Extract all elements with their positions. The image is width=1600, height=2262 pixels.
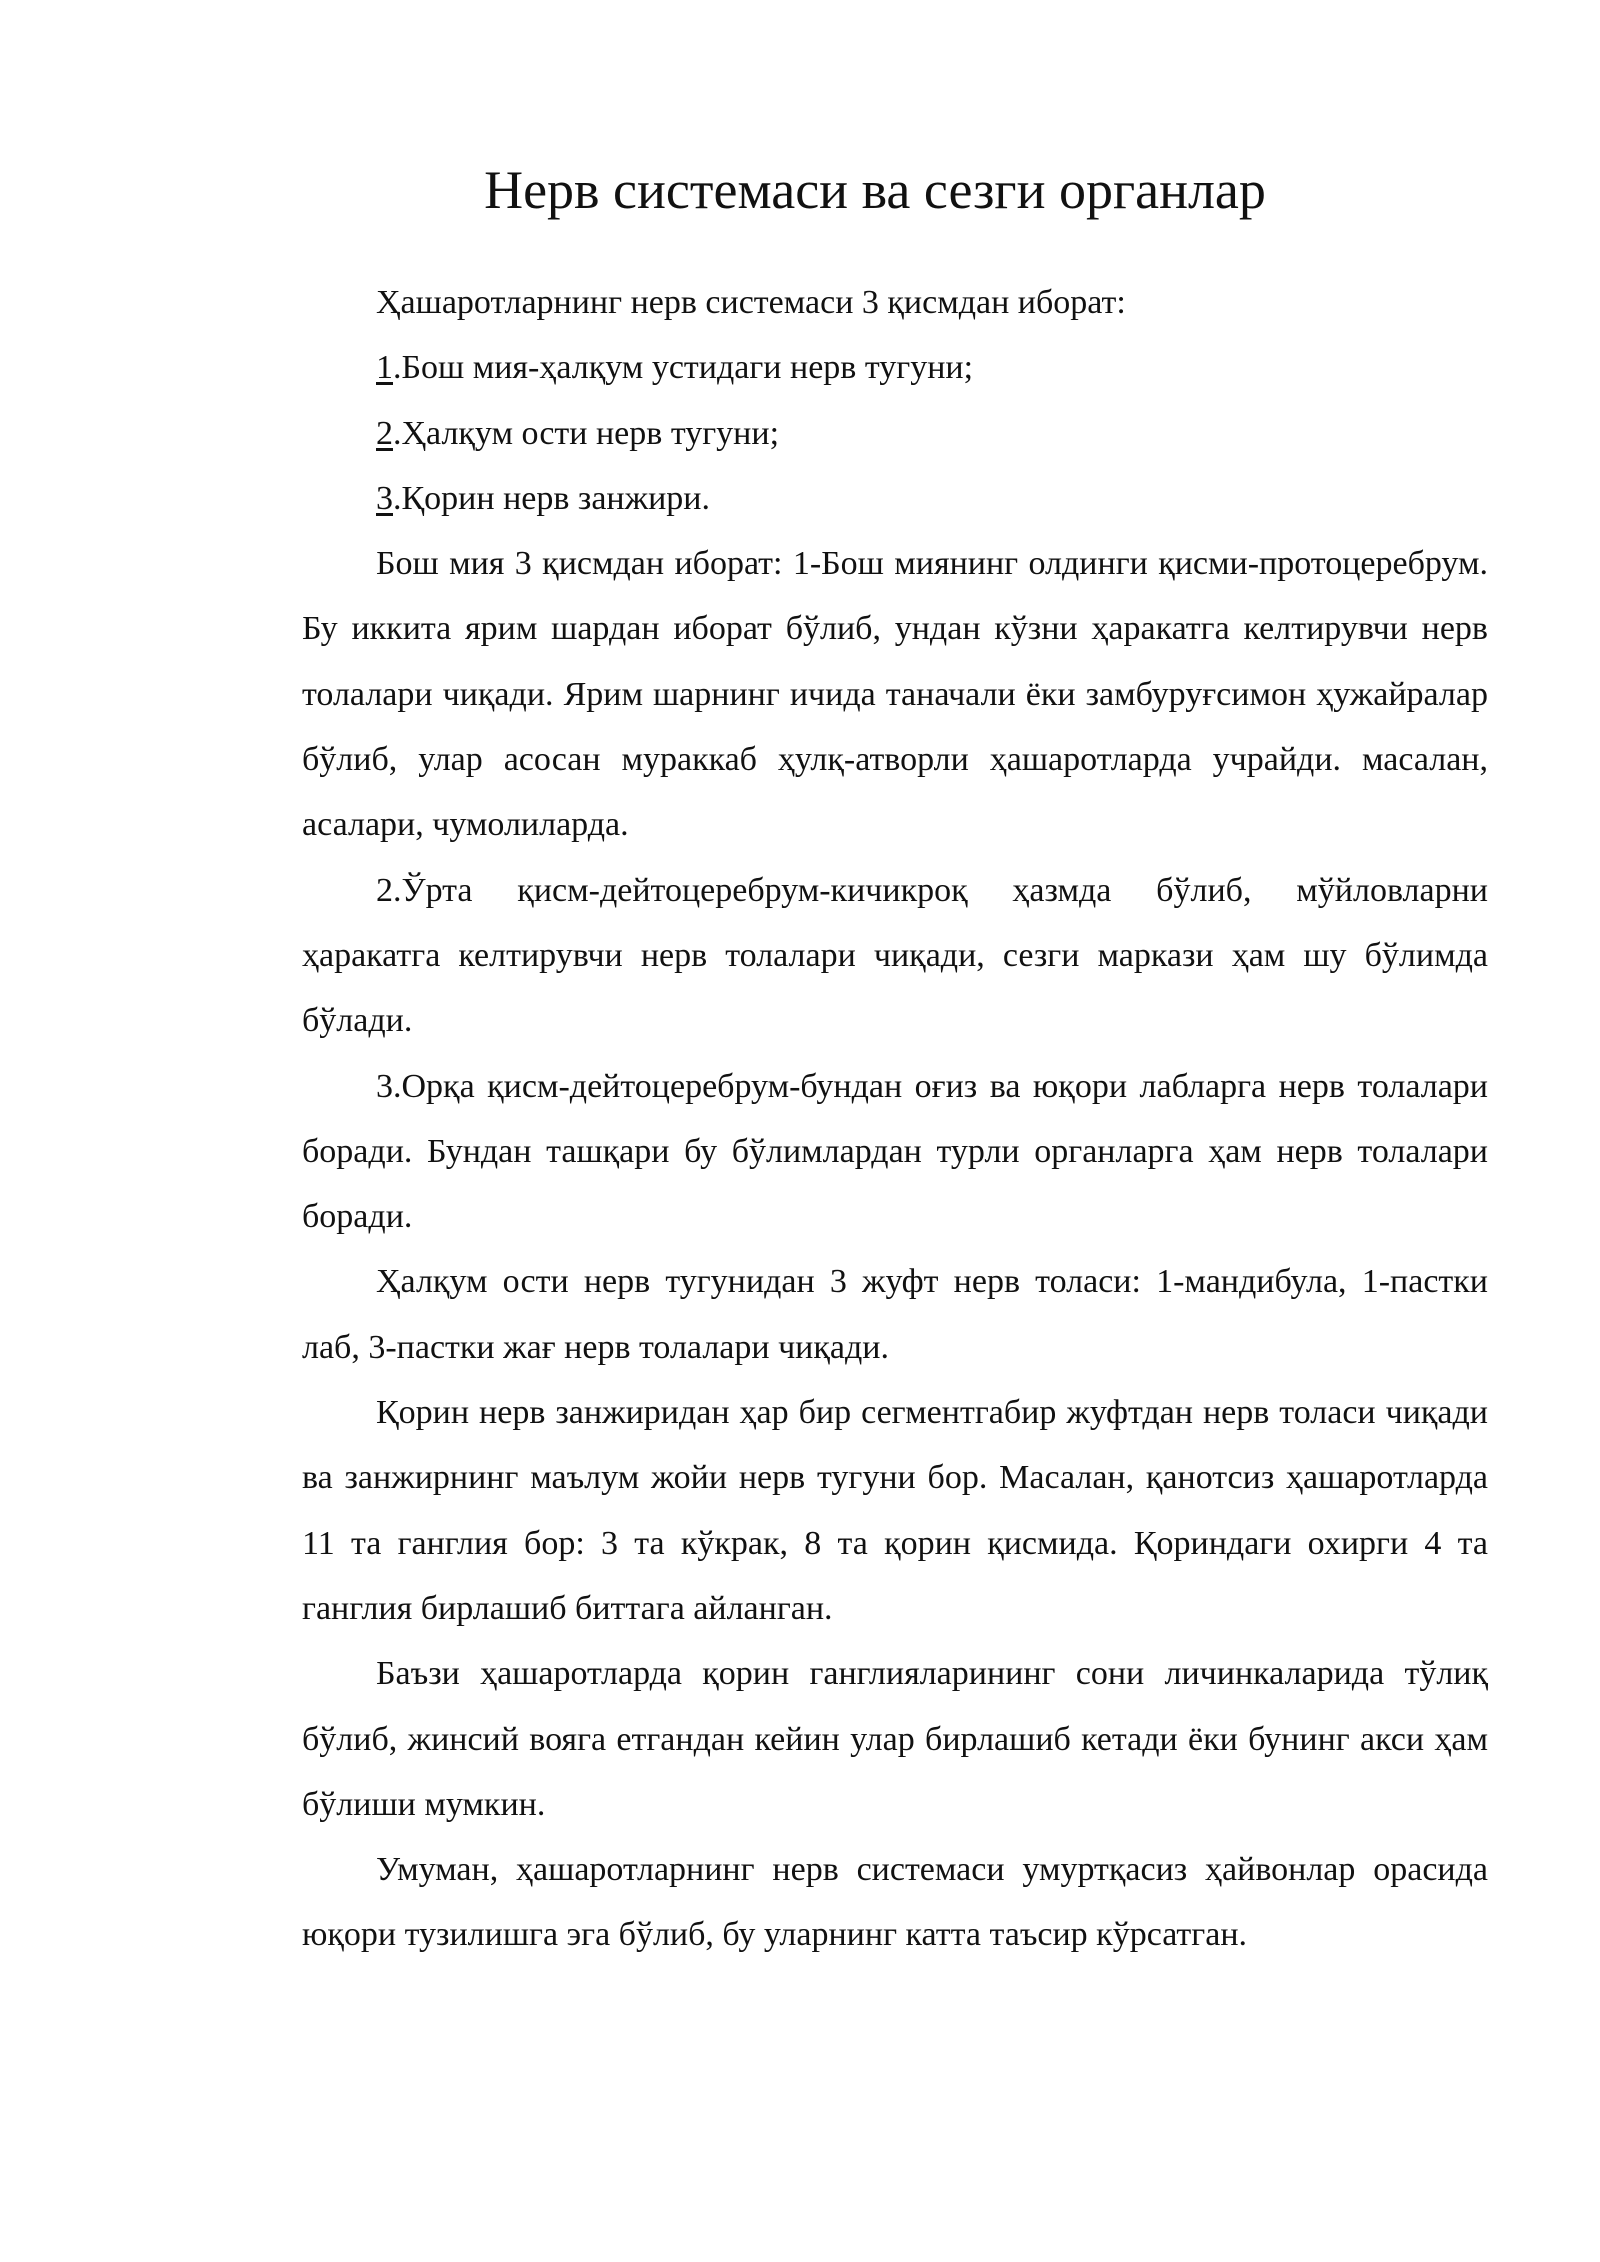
intro-paragraph: Ҳашаротларнинг нерв системаси 3 қисмдан иборат: — [376, 284, 1126, 321]
paragraph-ganglia-fusion: Баъзи ҳашаротларда қорин ганглияларининг сони личинкаларида тўлиқ бўлиб, жинсий вояга етгандан кейин улар бирлашиб кетади ёки бунинг акси ҳам бўлиши мумкин. — [302, 1655, 1488, 1823]
list-item — [302, 335, 1488, 400]
list-item-number: 1 — [376, 349, 393, 387]
list-item-number: 2 — [376, 414, 393, 452]
document-body — [302, 270, 1488, 1968]
paragraph-deutocerebrum: 2.Ўрта қисм-дейтоцеребрум-кичикроқ ҳазмда бўлиб, мўйловларни ҳаракатга келтирувчи нерв толалари чиқади, сезги маркази ҳам шу бўлимда бўлади. — [302, 871, 1488, 1040]
list-item-number: 3 — [376, 479, 393, 517]
paragraph-tritocerebrum: 3.Орқа қисм-дейтоцеребрум-бундан оғиз ва юқори лабларга нерв толалари боради. Бундан ташқари бу бўлимлардан турли органларга ҳам нерв толалари боради. — [302, 1067, 1488, 1236]
list-item-text: .Қорин нерв занжири. — [393, 479, 711, 517]
list-item-text: .Ҳалқум ости нерв тугуни; — [393, 414, 780, 452]
page-title: Нерв системаси ва сезги органлар — [484, 160, 1266, 220]
paragraph-conclusion: Умуман, ҳашаротларнинг нерв системаси умуртқасиз ҳайвонлар орасида юқори тузилишга эга бўлиб, бу уларнинг катта таъсир кўрсатган. — [302, 1851, 1488, 1954]
paragraph-subesophageal-ganglion: Ҳалқум ости нерв тугунидан 3 жуфт нерв толаси: 1-мандибула, 1-пастки лаб, 3-пастки жағ нерв толалари чиқади. — [302, 1263, 1488, 1366]
list-item-text: .Бош мия-ҳалқум устидаги нерв тугуни; — [393, 349, 974, 387]
paragraph-ventral-nerve-cord: Қорин нерв занжиридан ҳар бир сегментгабир жуфтдан нерв толаси чиқади ва занжирнинг маълум жойи нерв тугуни бор. Масалан, қанотсиз ҳашаротларда 11 та ганглия бор: 3 та кўкрак, 8 та қорин қисмида. Қориндаги охирги 4 та ганглия бирлашиб биттага айланган. — [302, 1394, 1488, 1627]
paragraph-brain-parts: Бош мия 3 қисмдан иборат: 1-Бош миянинг олдинги қисми-протоцеребрум. Бу иккита ярим шардан иборат бўлиб, ундан кўзни ҳаракатга келтирувчи нерв толалари чиқади. Ярим шарнинг ичида таначали ёки замбуруғсимон ҳужайралар бўлиб, улар асосан мураккаб ҳулқ-атворли ҳашаротларда учрайди. масалан, асалари, чумолиларда. — [302, 545, 1488, 844]
list-item — [302, 401, 1488, 466]
list-item — [302, 466, 1488, 531]
